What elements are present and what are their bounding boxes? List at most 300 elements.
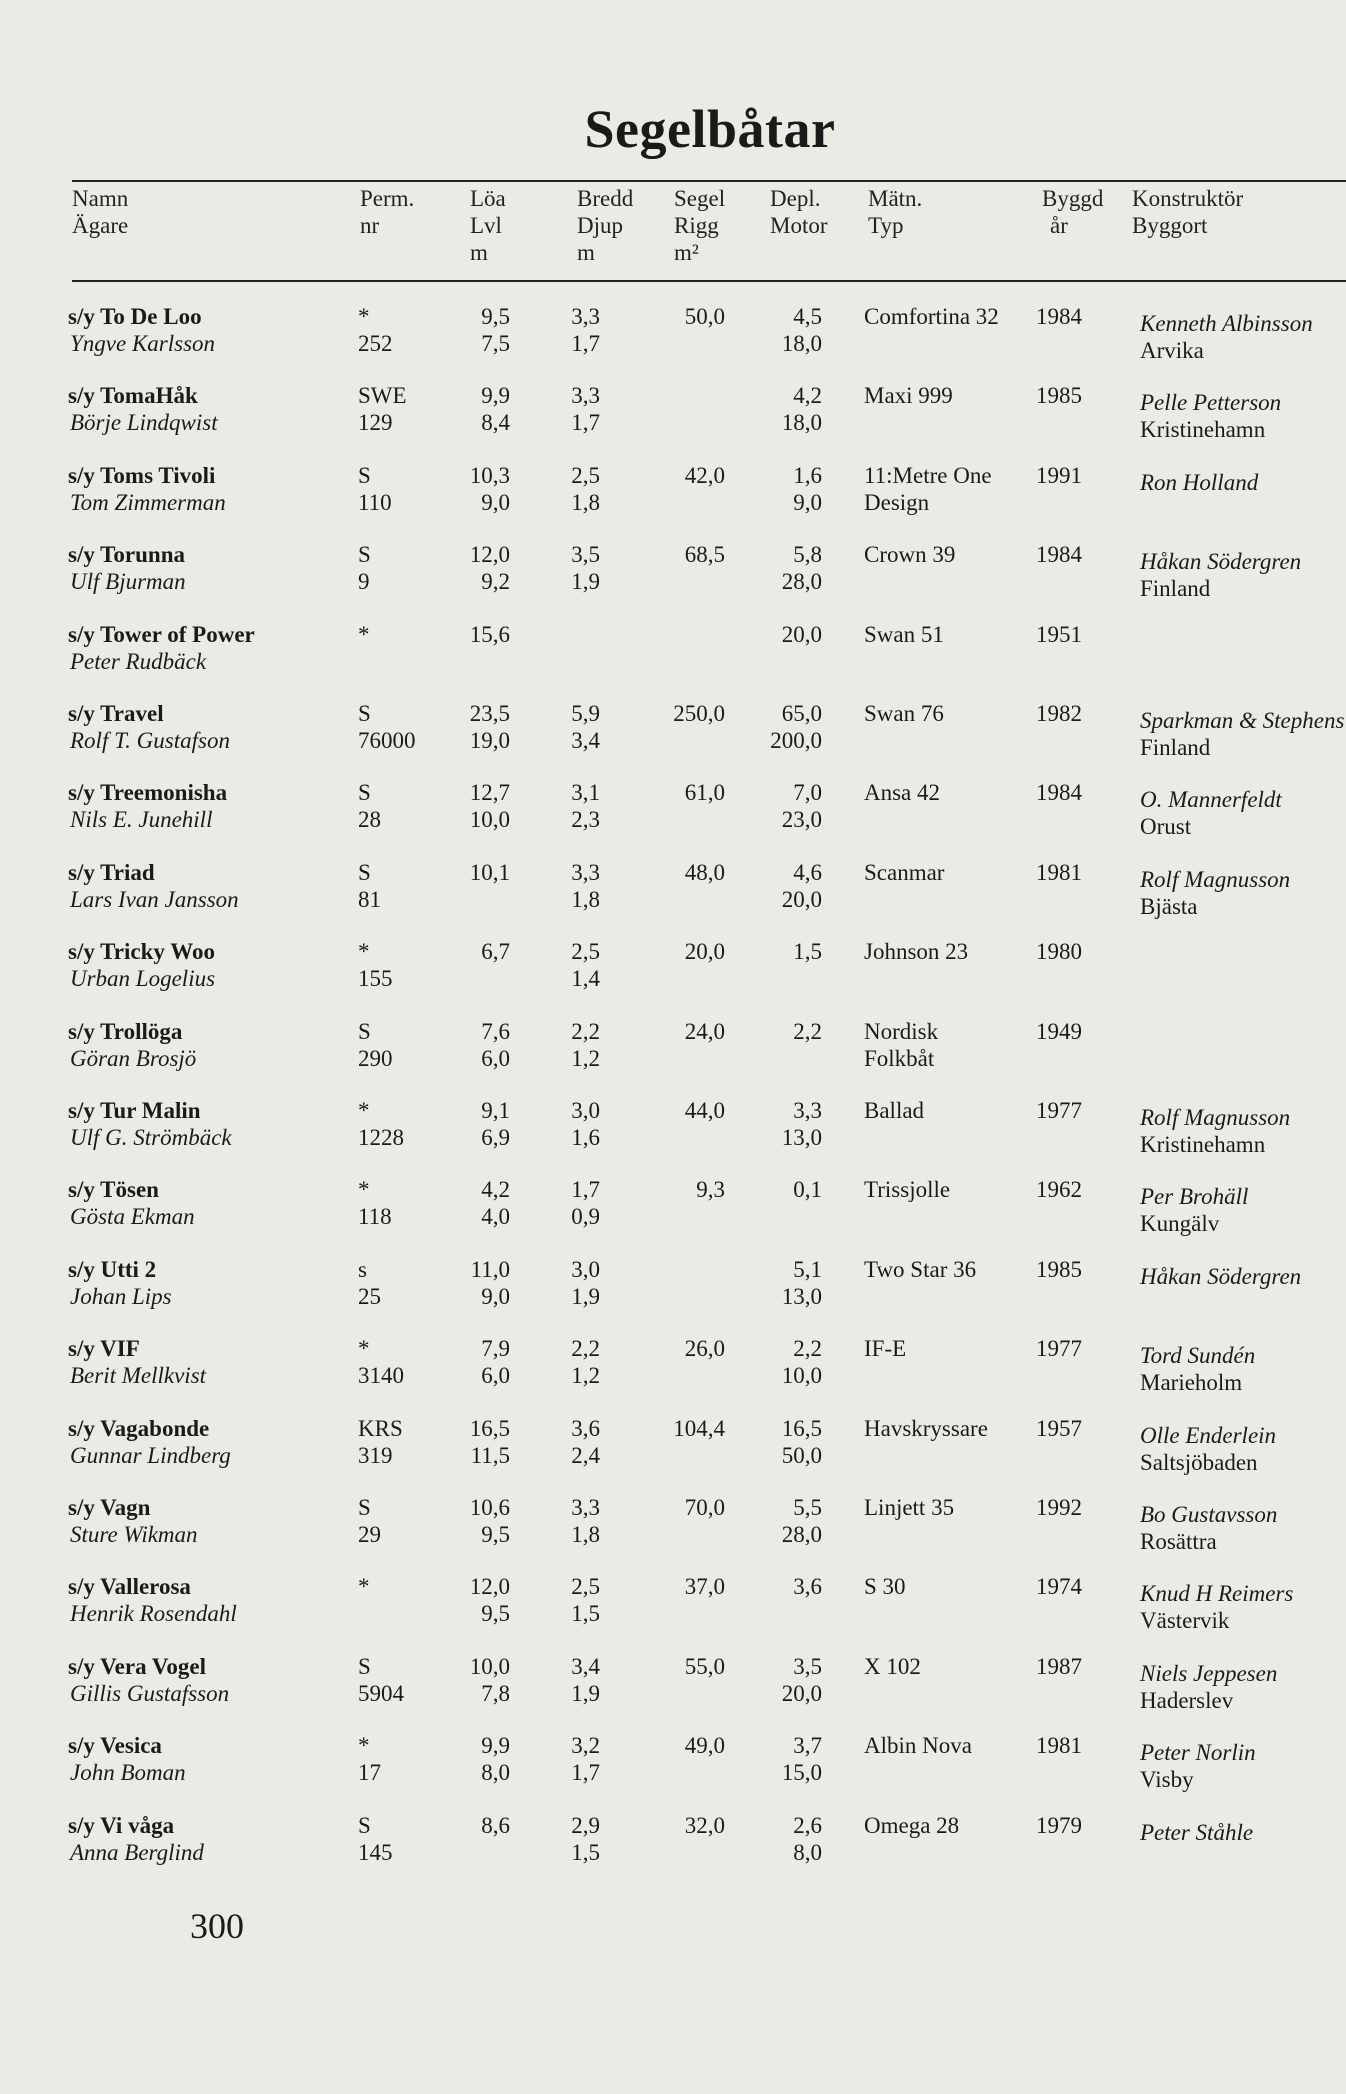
entry-year: 1987: [1036, 1653, 1082, 1679]
entry-designer: Håkan Södergren: [1140, 1263, 1302, 1289]
entry-loa: 10,1: [469, 859, 510, 885]
boat-entry: [0, 303, 1346, 381]
entry-owner: Tom Zimmerman: [70, 489, 226, 515]
entry-year: 1980: [1036, 939, 1082, 965]
entry-bredd: 3,4: [571, 1653, 600, 1679]
entry-year: 1985: [1036, 383, 1082, 409]
entry-djup: 1,2: [571, 1045, 600, 1071]
entry-typ1: X 102: [864, 1653, 921, 1679]
entry-perm: *: [358, 1733, 370, 1759]
entry-djup: 1,7: [571, 331, 600, 356]
entry-owner: Göran Brosjö: [70, 1045, 197, 1071]
page-number: 300: [190, 1906, 244, 1946]
entry-depl: 20,0: [781, 621, 822, 647]
entry-perm: S: [358, 1812, 371, 1838]
entry-place: Visby: [1140, 1767, 1194, 1793]
entry-typ1: Swan 76: [864, 701, 944, 726]
entry-segel: 104,4: [673, 1415, 725, 1441]
header-loa-line: Löa: [470, 186, 506, 211]
boat-entry: [0, 382, 1346, 460]
header-loa: [470, 185, 506, 266]
entry-nr: 1228: [358, 1125, 404, 1150]
entry-owner: Urban Logelius: [70, 966, 216, 992]
entry-bredd: 2,2: [571, 1336, 600, 1362]
entry-owner: Gösta Ekman: [70, 1204, 195, 1230]
boat-entry: [0, 1812, 1346, 1890]
entry-bredd: 2,5: [571, 939, 600, 965]
entry-boat: s/y Trollöga: [68, 1018, 183, 1044]
entry-bredd: 2,9: [571, 1812, 600, 1838]
entry-nr: 155: [358, 966, 393, 992]
entry-lvl: 6,0: [481, 1045, 510, 1071]
entry-depl: 7,0: [793, 780, 822, 806]
boat-entry: [0, 1573, 1346, 1651]
entry-typ1: Swan 51: [864, 621, 944, 647]
entry-segel: 24,0: [684, 1018, 725, 1044]
header-bredd-line: Bredd: [577, 186, 634, 211]
boat-entry: [0, 1415, 1346, 1493]
entry-depl: 2,2: [793, 1018, 822, 1044]
entry-segel: 9,3: [696, 1177, 725, 1203]
entry-motor: 15,0: [781, 1760, 822, 1786]
entry-bredd: 3,6: [571, 1415, 600, 1441]
entry-loa: 11,0: [470, 1256, 510, 1282]
entry-designer: Pelle Petterson: [1140, 390, 1282, 416]
entry-loa: 16,5: [469, 1415, 510, 1441]
entry-perm: SWE: [358, 383, 407, 409]
entry-place: Kristinehamn: [1140, 1132, 1266, 1157]
entry-designer: Kenneth Albinsson: [1140, 311, 1313, 336]
entry-motor: 9,0: [793, 489, 822, 515]
entry-boat: s/y Vagabonde: [68, 1415, 210, 1441]
entry-typ2: Folkbåt: [864, 1045, 935, 1071]
entry-segel: 49,0: [684, 1733, 725, 1759]
entry-segel: 44,0: [684, 1098, 725, 1123]
header-konstruktor: [1132, 185, 1243, 239]
entry-place: Finland: [1140, 576, 1211, 602]
entry-typ1: Two Star 36: [864, 1256, 977, 1282]
header-nr-line: nr: [360, 213, 380, 238]
boat-entry: [0, 1176, 1346, 1254]
entry-year: 1957: [1036, 1415, 1082, 1441]
entry-designer: Bo Gustavsson: [1140, 1502, 1278, 1527]
entry-bredd: 3,0: [571, 1256, 600, 1282]
entry-loa: 12,7: [469, 780, 510, 806]
entry-depl: 1,5: [793, 939, 822, 965]
entry-designer: Rolf Magnusson: [1140, 866, 1291, 892]
entry-year: 1977: [1036, 1098, 1082, 1123]
entry-djup: 1,7: [571, 410, 600, 436]
entry-lvl: 9,0: [481, 489, 510, 515]
entry-boat: s/y Tricky Woo: [68, 939, 215, 965]
entry-year: 1979: [1036, 1812, 1082, 1838]
entry-segel: 26,0: [684, 1336, 725, 1362]
entry-loa: 10,6: [469, 1495, 510, 1520]
boat-entry: [0, 1732, 1346, 1810]
entry-typ1: Crown 39: [864, 542, 956, 568]
entry-place: Bjästa: [1140, 893, 1198, 919]
entry-bredd: 5,9: [571, 701, 600, 726]
header-perm: [360, 185, 414, 239]
entry-place: Marieholm: [1140, 1370, 1243, 1396]
entry-place: Kungälv: [1140, 1211, 1220, 1237]
header-top-rule: [72, 180, 1346, 182]
entry-boat: s/y Travel: [68, 701, 164, 726]
entry-designer: Rolf Magnusson: [1140, 1105, 1291, 1130]
entry-segel: 32,0: [684, 1812, 725, 1838]
entry-segel: 70,0: [684, 1495, 725, 1520]
entry-perm: S: [358, 1495, 371, 1520]
entry-nr: 9: [358, 569, 370, 595]
entry-designer: Knud H Reimers: [1140, 1581, 1294, 1607]
entry-nr: 5904: [358, 1680, 404, 1706]
entry-depl: 5,8: [793, 542, 822, 568]
entry-place: Rosättra: [1140, 1529, 1217, 1554]
entry-typ1: 11:Metre One: [864, 462, 992, 488]
entry-djup: 1,8: [571, 489, 600, 515]
entry-place: Kristinehamn: [1140, 417, 1266, 443]
header-byggort-line: Byggort: [1132, 213, 1208, 238]
entry-loa: 9,9: [481, 383, 510, 409]
boat-entry: [0, 1653, 1346, 1731]
entry-boat: s/y Tower of Power: [68, 621, 255, 647]
entry-perm: *: [358, 1098, 370, 1123]
header-depl-line: Depl.: [770, 186, 821, 211]
entry-perm: S: [358, 1653, 371, 1679]
boat-entry: [0, 621, 1346, 699]
entry-djup: 1,9: [571, 1283, 600, 1309]
entry-nr: 110: [358, 489, 392, 515]
entry-place: Saltsjöbaden: [1140, 1449, 1258, 1475]
entry-depl: 4,5: [793, 304, 822, 329]
entry-designer: Niels Jeppesen: [1140, 1660, 1278, 1686]
entry-typ1: Comfortina 32: [864, 304, 999, 329]
header-ar-line: år: [1050, 213, 1068, 238]
entry-depl: 65,0: [781, 701, 822, 726]
entry-owner: Ulf Bjurman: [70, 569, 186, 595]
entry-year: 1984: [1036, 780, 1082, 806]
header-motor-line: Motor: [770, 213, 828, 238]
entry-loa: 8,6: [481, 1812, 510, 1838]
entry-segel: 37,0: [684, 1574, 725, 1600]
entry-owner: Anna Berglind: [70, 1839, 204, 1865]
entry-year: 1974: [1036, 1574, 1082, 1600]
header-segel: [674, 185, 725, 266]
entry-loa: 4,2: [481, 1177, 510, 1203]
entry-boat: s/y TomaHåk: [68, 383, 198, 409]
entry-lvl: 19,0: [469, 728, 510, 753]
entry-year: 1982: [1036, 701, 1082, 726]
header-matn-line: Mätn.: [868, 186, 923, 211]
entry-typ1: Scanmar: [864, 859, 945, 885]
entry-loa: 9,9: [481, 1733, 510, 1759]
entry-djup: 1,2: [571, 1363, 600, 1389]
page-title: Segelbåtar: [584, 99, 836, 159]
entry-perm: S: [358, 462, 371, 488]
entry-motor: 20,0: [781, 1680, 822, 1706]
entry-bredd: 3,5: [571, 542, 600, 568]
entry-typ1: Albin Nova: [864, 1733, 972, 1759]
boat-entry: [0, 541, 1346, 619]
entry-perm: *: [358, 1336, 370, 1362]
entry-depl: 5,1: [793, 1256, 822, 1282]
entry-year: 1949: [1036, 1018, 1082, 1044]
entry-owner: Sture Wikman: [70, 1522, 198, 1547]
entry-perm: S: [358, 1018, 371, 1044]
entry-depl: 16,5: [781, 1415, 822, 1441]
entry-perm: S: [358, 542, 371, 568]
entry-owner: Rolf T. Gustafson: [70, 728, 230, 753]
entry-designer: Peter Ståhle: [1140, 1819, 1254, 1845]
entry-boat: s/y Vallerosa: [68, 1574, 191, 1600]
entry-loa: 10,3: [469, 462, 510, 488]
entry-motor: 18,0: [781, 410, 822, 436]
entry-year: 1984: [1036, 304, 1082, 329]
entry-perm: S: [358, 701, 371, 726]
entry-owner: Lars Ivan Jansson: [70, 886, 239, 912]
entry-loa: 6,7: [481, 939, 510, 965]
entry-boat: s/y Utti 2: [68, 1256, 157, 1282]
entry-boat: s/y Vera Vogel: [68, 1653, 207, 1679]
entry-djup: 2,4: [571, 1442, 600, 1468]
entry-owner: Ulf G. Strömbäck: [70, 1125, 232, 1150]
entry-loa: 7,9: [481, 1336, 510, 1362]
entry-typ1: Havskryssare: [864, 1415, 988, 1441]
entry-lvl: 9,2: [481, 569, 510, 595]
entry-place: Orust: [1140, 814, 1192, 840]
entry-djup: 1,4: [571, 966, 600, 992]
entry-year: 1981: [1036, 859, 1082, 885]
header-bredd-unit: m: [577, 240, 595, 265]
boat-entry: [0, 1256, 1346, 1334]
entry-year: 1977: [1036, 1336, 1082, 1362]
entry-year: 1962: [1036, 1177, 1082, 1203]
entry-nr: 252: [358, 331, 393, 356]
entry-year: 1981: [1036, 1733, 1082, 1759]
entry-owner: Gunnar Lindberg: [70, 1442, 231, 1468]
entry-nr: 28: [358, 807, 381, 833]
entry-lvl: 4,0: [481, 1204, 510, 1230]
entry-boat: s/y Vesica: [68, 1733, 162, 1759]
entry-bredd: 2,5: [571, 1574, 600, 1600]
entry-motor: 13,0: [781, 1283, 822, 1309]
header-bredd: [577, 185, 633, 266]
entry-boat: s/y Vagn: [68, 1495, 151, 1520]
header-byggd: [1042, 185, 1103, 239]
entry-loa: 9,5: [481, 304, 510, 329]
entry-segel: 61,0: [684, 780, 725, 806]
entry-boat: s/y Treemonisha: [68, 780, 228, 806]
boat-entry: [0, 859, 1346, 937]
header-segel-line: Segel: [674, 186, 726, 211]
boat-entry: [0, 700, 1346, 778]
entry-perm: *: [358, 939, 370, 965]
entry-boat: s/y Toms Tivoli: [68, 462, 216, 488]
entry-segel: 55,0: [684, 1653, 725, 1679]
entry-year: 1991: [1036, 462, 1082, 488]
entry-motor: 50,0: [781, 1442, 822, 1468]
entry-typ1: Omega 28: [864, 1812, 960, 1838]
entry-djup: 1,8: [571, 1522, 600, 1547]
entry-motor: 28,0: [781, 1522, 822, 1547]
entry-nr: 290: [358, 1045, 393, 1071]
entry-segel: 68,5: [684, 542, 725, 568]
entry-typ1: Ballad: [864, 1098, 925, 1123]
entry-designer: Olle Enderlein: [1140, 1422, 1277, 1448]
entry-lvl: 7,8: [481, 1680, 510, 1706]
entry-owner: Peter Rudbäck: [70, 648, 207, 674]
header-agare-line: Ägare: [72, 213, 129, 238]
header-typ-line: Typ: [868, 213, 904, 238]
entry-loa: 12,0: [469, 1574, 510, 1600]
header-rigg-line: Rigg: [674, 213, 719, 238]
entry-djup: 1,5: [571, 1601, 600, 1627]
header-namn-line: Namn: [72, 186, 129, 211]
entry-loa: 23,5: [469, 701, 510, 726]
entry-perm: S: [358, 859, 371, 885]
entry-depl: 3,5: [793, 1653, 822, 1679]
header-byggd-line: Byggd: [1042, 186, 1104, 211]
entry-typ1: Johnson 23: [864, 939, 969, 965]
entry-place: Västervik: [1140, 1608, 1230, 1634]
header-lvl-line: Lvl: [470, 213, 502, 238]
entry-typ1: Ansa 42: [864, 780, 941, 806]
entry-year: 1984: [1036, 542, 1082, 568]
entry-motor: 23,0: [781, 807, 822, 833]
entry-segel: 50,0: [684, 304, 725, 329]
entry-perm: KRS: [358, 1415, 403, 1441]
header-segel-unit: m²: [674, 240, 699, 265]
entry-lvl: 6,9: [481, 1125, 510, 1150]
entry-boat: s/y Torunna: [68, 542, 185, 568]
entry-boat: s/y Tösen: [68, 1177, 159, 1203]
entry-designer: Per Brohäll: [1140, 1184, 1249, 1210]
entry-owner: Henrik Rosendahl: [70, 1601, 237, 1627]
entry-motor: 8,0: [793, 1839, 822, 1865]
entry-nr: 319: [358, 1442, 393, 1468]
entry-nr: 145: [358, 1839, 393, 1865]
header-bottom-rule: [72, 280, 1346, 282]
entry-nr: 118: [358, 1204, 392, 1230]
entry-djup: 1,6: [571, 1125, 600, 1150]
entry-typ2: Design: [864, 489, 930, 515]
header-namn: [72, 185, 128, 239]
entry-designer: Tord Sundén: [1140, 1343, 1256, 1369]
entry-perm: *: [358, 304, 370, 329]
entry-place: Finland: [1140, 735, 1211, 760]
entry-designer: Håkan Södergren: [1140, 549, 1302, 575]
entry-designer: Peter Norlin: [1140, 1740, 1256, 1766]
entry-lvl: 9,5: [481, 1522, 510, 1547]
entry-nr: 29: [358, 1522, 381, 1547]
entry-owner: Berit Mellkvist: [70, 1363, 207, 1389]
entry-nr: 81: [358, 886, 381, 912]
entry-boat: s/y Vi våga: [68, 1812, 175, 1838]
entry-perm: S: [358, 780, 371, 806]
entry-lvl: 7,5: [481, 331, 510, 356]
boat-entry: [0, 938, 1346, 1016]
entry-owner: Börje Lindqwist: [70, 410, 218, 436]
header-loa-unit: m: [470, 240, 488, 265]
entry-djup: 1,8: [571, 886, 600, 912]
boat-entry: [0, 779, 1346, 857]
entry-bredd: 3,3: [571, 859, 600, 885]
entry-depl: 3,3: [793, 1098, 822, 1123]
entry-nr: 17: [358, 1760, 381, 1786]
boat-entry: [0, 1494, 1346, 1572]
entry-depl: 1,6: [793, 462, 822, 488]
entry-loa: 9,1: [481, 1098, 510, 1123]
entry-bredd: 3,0: [571, 1098, 600, 1123]
header-perm-line: Perm.: [360, 186, 415, 211]
entry-motor: 20,0: [781, 886, 822, 912]
entry-boat: s/y Triad: [68, 859, 155, 885]
entry-loa: 10,0: [469, 1653, 510, 1679]
entry-loa: 15,6: [469, 621, 510, 647]
boat-entry: [0, 462, 1346, 540]
entry-bredd: 3,3: [571, 1495, 600, 1520]
entry-owner: Yngve Karlsson: [70, 331, 216, 356]
entry-nr: 129: [358, 410, 393, 436]
entry-boat: s/y Tur Malin: [68, 1098, 201, 1123]
entry-lvl: 8,0: [481, 1760, 510, 1786]
entry-perm: *: [358, 1177, 370, 1203]
entry-bredd: 2,2: [571, 1018, 600, 1044]
entry-year: 1992: [1036, 1495, 1082, 1520]
entry-year: 1985: [1036, 1256, 1082, 1282]
entry-typ1: Linjett 35: [864, 1495, 955, 1520]
entry-perm: *: [358, 621, 370, 647]
entry-djup: 1,9: [571, 1680, 600, 1706]
entry-boat: s/y To De Loo: [68, 304, 202, 329]
header-matn: [868, 185, 922, 239]
entry-segel: 250,0: [673, 701, 725, 726]
entry-depl: 2,2: [793, 1336, 822, 1362]
entry-lvl: 8,4: [481, 410, 510, 436]
entry-lvl: 9,0: [481, 1283, 510, 1309]
entry-bredd: 3,3: [571, 304, 600, 329]
entry-segel: 42,0: [684, 462, 725, 488]
header-djup-line: Djup: [577, 213, 623, 238]
entry-bredd: 3,1: [571, 780, 600, 806]
entry-segel: 48,0: [684, 859, 725, 885]
entry-designer: O. Mannerfeldt: [1140, 787, 1282, 813]
entry-place: Arvika: [1140, 338, 1204, 363]
entry-djup: 0,9: [571, 1204, 600, 1230]
entry-typ1: Maxi 999: [864, 383, 953, 409]
entry-typ1: Nordisk: [864, 1018, 939, 1044]
entry-motor: 13,0: [781, 1125, 822, 1150]
entry-motor: 18,0: [781, 331, 822, 356]
entry-djup: 1,9: [571, 569, 600, 595]
header-depl: [770, 185, 828, 239]
entry-depl: 2,6: [793, 1812, 822, 1838]
entry-year: 1951: [1036, 621, 1082, 647]
entry-lvl: 9,5: [481, 1601, 510, 1627]
entry-typ1: S 30: [864, 1574, 906, 1600]
entry-motor: 10,0: [781, 1363, 822, 1389]
entry-motor: 200,0: [770, 728, 822, 753]
entry-designer: Ron Holland: [1140, 469, 1259, 495]
entry-owner: Nils E. Junehill: [70, 807, 213, 833]
boat-entry: [0, 1097, 1346, 1175]
entry-lvl: 10,0: [469, 807, 510, 833]
entry-nr: 76000: [358, 728, 416, 753]
entry-owner: Gillis Gustafsson: [70, 1680, 230, 1706]
entry-depl: 5,5: [793, 1495, 822, 1520]
entry-loa: 12,0: [469, 542, 510, 568]
entry-djup: 1,5: [571, 1839, 600, 1865]
